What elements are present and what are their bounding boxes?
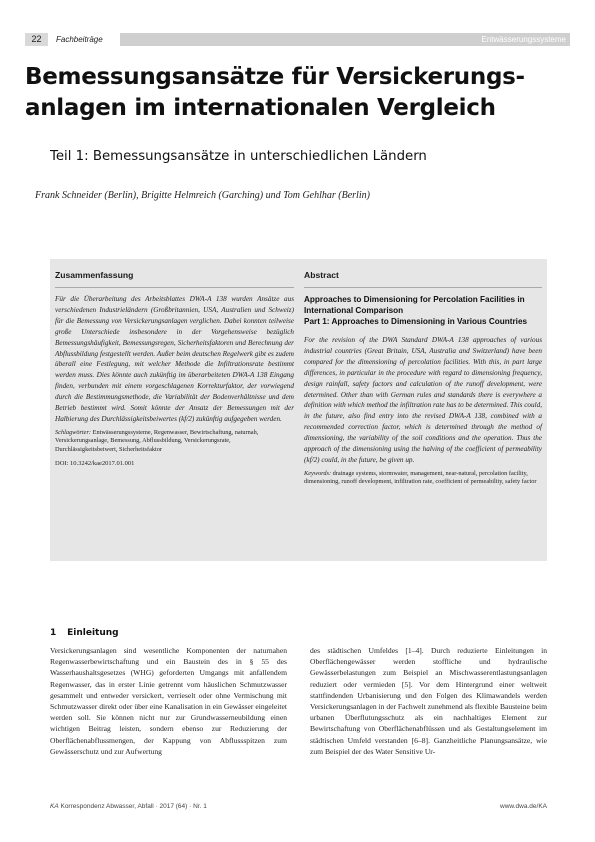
article-title-line1: Bemessungsansätze für Versickerungs-	[25, 64, 525, 90]
abstract-keywords-list: drainage systems, stormwater, management, near-natural, percolation facility, dimensioning, runoff development, infiltration rate, coefficient of permeability, safety factor	[304, 469, 537, 486]
header-topic: Entwässerungssysteme	[481, 35, 566, 44]
article-subtitle: Teil 1: Bemessungsansätze in unterschiedlichen Ländern	[50, 149, 427, 164]
abstract-english	[304, 269, 542, 487]
section-name: Fachbeiträge	[56, 35, 103, 44]
article-title-line2: anlagen im internationalen Vergleich	[25, 95, 496, 121]
summary-text: Für die Überarbeitung des Arbeitsblattes DWA-A 138 wurden Ansätze aus verschiedenen Industrieländern (Großbritannien, USA, Australien und Schweiz) für die Bemessung von Versickerungsanlagen verglichen. Dabei konnten teilweise große Unterschiede insbesondere in der Vorgehensweise bezüglich Bemessungshäufigkeit, Bemessungsregen, Sicherheitsfaktoren und Berechnung der Abflussbildung festgestellt werden. Außer beim deutschen Regelwerk gibt es zudem überall eine Festlegung, mit welcher Methode die Infiltrationsrate bestimmt werden muss. Dies könnte auch zukünftig im überarbeiteten DWA-A 138 Eingang finden, verbunden mit einem vorgeschlagenen Korrekturfaktor, der vorwiegend durch die Bestimmungsmethode, die Variabilität der Bodenverhältnisse und dem Betrieb bestimmt wird. Somit könnte der Ansatz der Bemessungen mit der Halbierung des Durchlässigkeitsbeiwertes (kf/2) zukünftig aufgegeben werden.	[55, 295, 294, 423]
section-title: Einleitung	[67, 628, 119, 638]
abstract-title	[304, 294, 542, 327]
abstract-keywords	[304, 470, 542, 487]
summary-keywords-list: Entwässerungssysteme, Regenwasser, Bewirtschaftung, naturnah, Versickerungsanlage, Bemessung, Abflussbildung, Versickerungsrate, Durchlässigkeitsbeiwert, Sicherheitsfaktor	[55, 428, 259, 453]
abstract-title-part: Part 1: Approaches to Dimensioning in Various Countries	[304, 317, 528, 326]
body-column-left: Versickerungsanlagen sind wesentliche Komponenten der naturnahen Regenwasserbewirtschaftung und ein Baustein des in § 55 des Wasserhaushaltsgesetzes (WHG) geforderten Umgangs mit anfallendem Regenwasser, das in erster Linie getrennt vom häuslichen Schmutzwasser gesammelt und entweder versickert, verrieselt oder ohne Vermischung mit Schmutzwasser direkt oder über eine Kanalisation in ein Gewässer eingeleitet werden soll. Sie können nicht nur zur Grundwasserneubildung einen wichtigen Beitrag leisten, sondern ebenso zur Reduzierung der Oberflächenabflussmengen, der Kappung von Abflussspitzen zum Gewässerschutz und zur Aufwertung	[50, 646, 287, 756]
footer-journal-text: Korrespondenz Abwasser, Abfall · 2017 (64) · Nr. 1	[60, 803, 207, 810]
section-heading	[50, 627, 119, 639]
body-column-right: des städtischen Umfeldes [1–4]. Durch reduzierte Einleitungen in Oberflächengewässer werden stoffliche und hydraulische Gewässerbelastungen zum Beispiel an Mischwasserentlastungsanlagen reduziert oder vermieden [5]. Vor dem Hintergrund einer weltweit stattfindenden Urbanisierung und den Folgen des Klimawandels werden Versickerungsanlagen in der Fachwelt zunehmend als flexible Bausteine beim urbanen Überflutungsschutz als ein nachhaltiges Element zur Bewirtschaftung von Oberflächenabflüssen und als Gestaltungselement im städtischen Umfeld verstanden [6–8]. Ganzheitliche Planungsansätze, wie zum Beispiel der des Water Sensitive Ur-	[310, 646, 548, 756]
summary-keywords	[55, 429, 294, 454]
abstract-text: For the revision of the DWA Standard DWA-A 138 approaches of various industrial countries (Great Britain, USA, Australia and Switzerland) have been compared for the dimensioning of percolation facilities. With this, in part large differences, in particular in the procedure with regard to dimensioning frequency, design rainfall, safety factors and calculation of the runoff development, were determined. Other than with German rules and standards there is everywhere a definition with which method the infiltration rate has to be determined. This could, in the future, also find entry into the revised DWA-A 138, combined with a recommended correction factor, which is determined through the method of dimensioning, the variability of the soil conditions and the operation. Thus the approach of the dimensioning using the halving of the coefficient of permeability (kf/2) could, in the future, be given up.	[304, 336, 542, 464]
footer-journal-abbr: KA	[50, 803, 59, 810]
summary-german	[55, 269, 294, 468]
abstract-heading: Abstract	[304, 269, 542, 288]
article-authors: Frank Schneider (Berlin), Brigitte Helmreich (Garching) und Tom Gehlhar (Berlin)	[35, 190, 370, 201]
header-topic-bar	[120, 33, 570, 46]
summary-keywords-label: Schlagwörter:	[55, 428, 92, 436]
abstract-title-main: Approaches to Dimensioning for Percolation Facilities in International Comparison	[304, 295, 525, 315]
article-title	[25, 62, 575, 124]
summary-heading: Zusammenfassung	[55, 269, 294, 288]
footer-journal	[50, 802, 207, 811]
doi: DOI: 10.3242/kae2017.01.001	[55, 460, 135, 468]
page-number: 22	[25, 33, 48, 46]
running-header	[25, 33, 570, 46]
abstract-box	[50, 259, 547, 561]
abstract-keywords-label: Keywords:	[304, 469, 332, 477]
footer-url[interactable]: www.dwa.de/KA	[500, 803, 547, 810]
section-number: 1	[50, 628, 57, 638]
